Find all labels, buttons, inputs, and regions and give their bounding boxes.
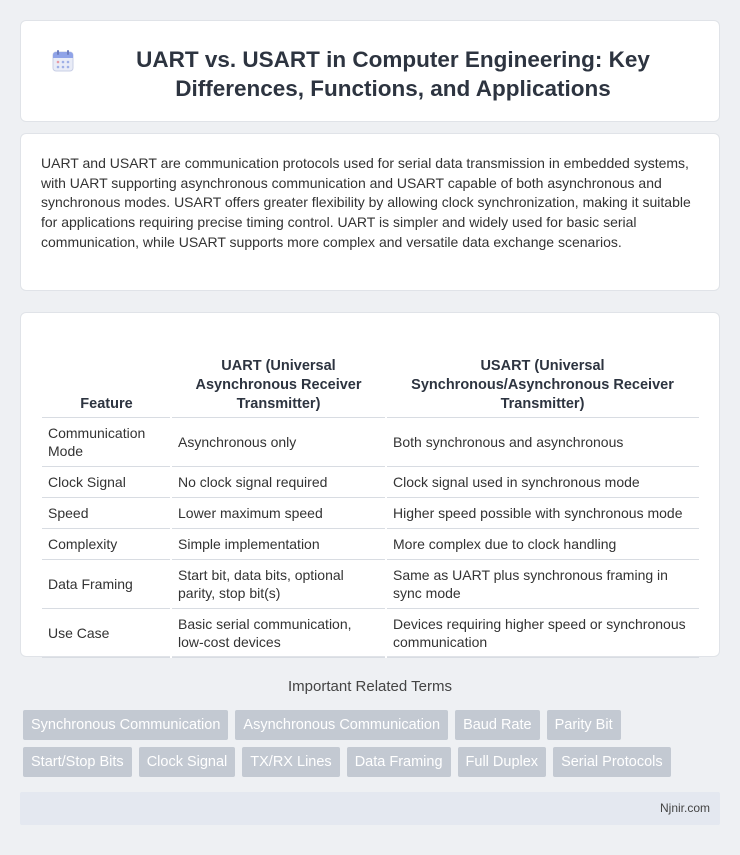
term-tag[interactable]: Synchronous Communication (23, 710, 228, 740)
row-usart: Higher speed possible with synchronous mode (386, 497, 699, 528)
row-uart: No clock signal required (171, 466, 386, 497)
row-feature: Clock Signal (42, 466, 171, 497)
row-feature: Use Case (42, 608, 171, 657)
row-uart: Start bit, data bits, optional parity, stop bit(s) (171, 559, 386, 608)
term-tag[interactable]: Clock Signal (139, 747, 236, 777)
row-feature: Complexity (42, 528, 171, 559)
calendar-icon (51, 49, 75, 73)
row-usart: More complex due to clock handling (386, 528, 699, 559)
term-tag[interactable]: Start/Stop Bits (23, 747, 132, 777)
title-card (20, 20, 720, 122)
term-tag[interactable]: Baud Rate (455, 710, 540, 740)
term-tag[interactable]: Full Duplex (458, 747, 547, 777)
header-uart: UART (Universal Asynchronous Receiver Transmitter) (171, 335, 386, 417)
related-terms-heading: Important Related Terms (288, 678, 452, 695)
row-feature: Communication Mode (42, 417, 171, 466)
comparison-table (42, 335, 699, 658)
footer-brand: Njnir.com (659, 801, 710, 815)
table-row (42, 497, 699, 528)
row-feature: Speed (42, 497, 171, 528)
term-tag[interactable]: TX/RX Lines (242, 747, 339, 777)
row-uart: Asynchronous only (171, 417, 386, 466)
table-row (42, 466, 699, 497)
related-terms-row (23, 747, 723, 777)
row-usart: Clock signal used in synchronous mode (386, 466, 699, 497)
term-tag[interactable]: Data Framing (347, 747, 451, 777)
header-feature: Feature (42, 335, 171, 417)
row-feature: Data Framing (42, 559, 171, 608)
related-terms-row (23, 710, 723, 740)
table-row (42, 528, 699, 559)
row-usart: Both synchronous and asynchronous (386, 417, 699, 466)
row-usart: Devices requiring higher speed or synchronous communication (386, 608, 699, 657)
comparison-table-card (20, 312, 720, 657)
row-uart: Basic serial communication, low-cost devices (171, 608, 386, 657)
row-uart: Lower maximum speed (171, 497, 386, 528)
term-tag[interactable]: Parity Bit (547, 710, 621, 740)
term-tag[interactable]: Asynchronous Communication (235, 710, 448, 740)
footer-bar (20, 792, 720, 825)
page-title: UART vs. USART in Computer Engineering: Key Differences, Functions, and Applications (136, 47, 650, 101)
table-header-row (42, 335, 699, 417)
row-usart: Same as UART plus synchronous framing in sync mode (386, 559, 699, 608)
table-row (42, 608, 699, 657)
table-row (42, 559, 699, 608)
term-tag[interactable]: Serial Protocols (553, 747, 671, 777)
table-row (42, 417, 699, 466)
header-usart: USART (Universal Synchronous/Asynchronous Receiver Transmitter) (386, 335, 699, 417)
intro-card (20, 133, 720, 291)
row-uart: Simple implementation (171, 528, 386, 559)
intro-paragraph: UART and USART are communication protocols used for serial data transmission in embedded systems, with UART supporting asynchronous communication and USART capable of both asynchronous and synchronous modes. USART offers greater flexibility by allowing clock synchronization, making it suitable for applications requiring precise timing control. UART is simpler and widely used for basic serial communication, while USART supports more complex and versatile data exchange scenarios. (41, 155, 691, 250)
